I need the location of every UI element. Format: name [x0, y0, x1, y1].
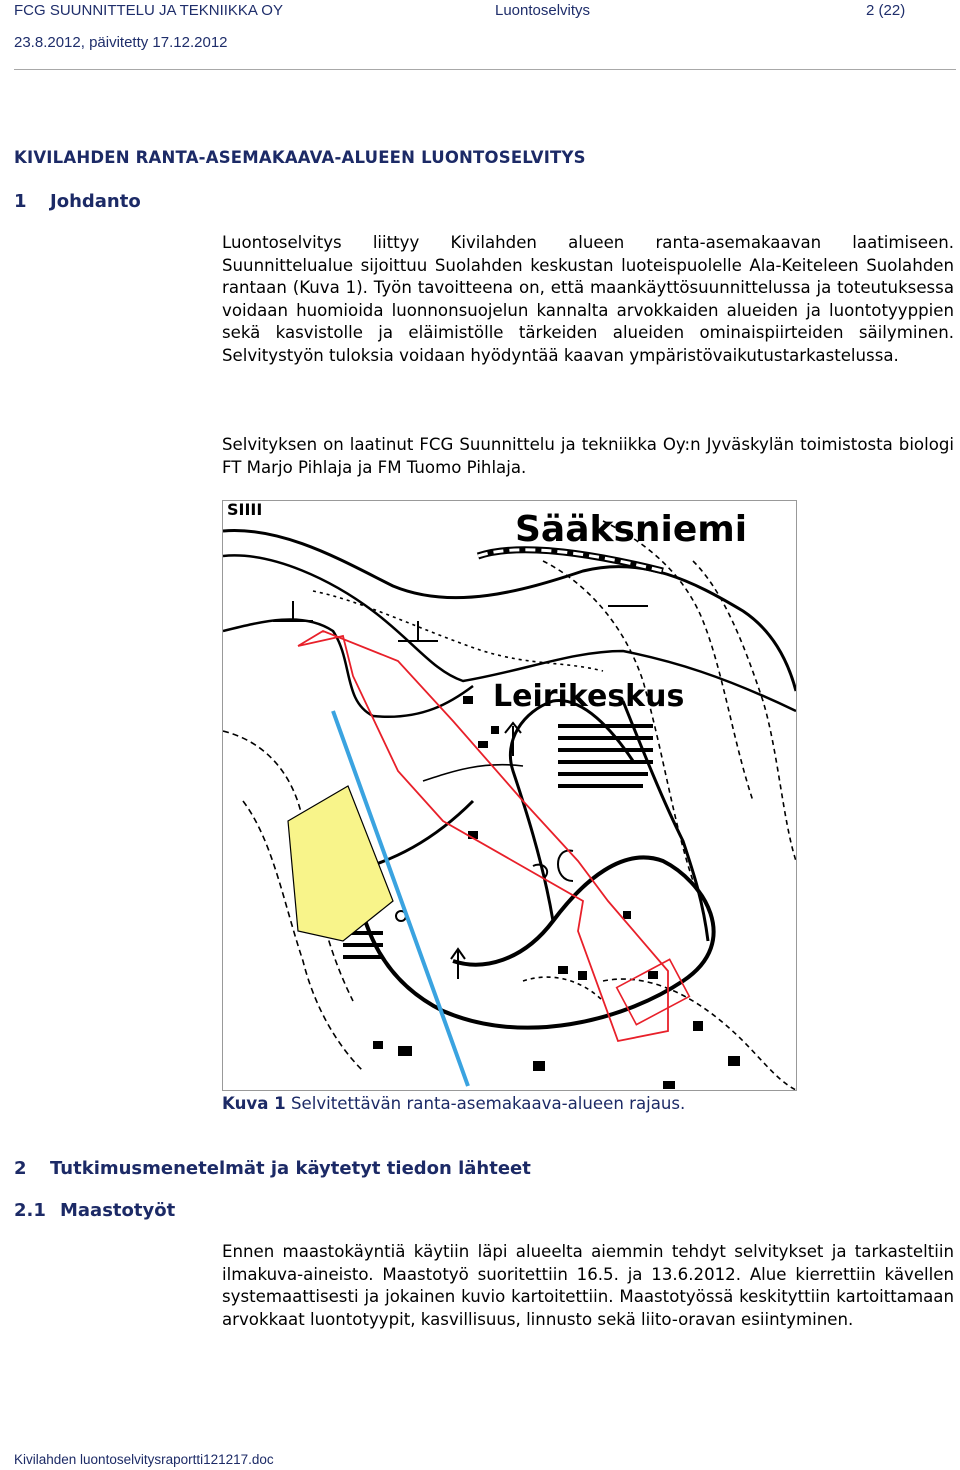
section-1-number: 1 — [14, 191, 27, 212]
map-label-top: Sääksniemi — [515, 509, 748, 550]
section-1-title: Johdanto — [50, 191, 141, 212]
section-1-heading — [14, 191, 141, 212]
document-type: Luontoselvitys — [495, 2, 591, 19]
section-2-title: Tutkimusmenetelmät ja käytetyt tiedon lähteet — [50, 1158, 531, 1179]
svg-text:SIIII: SIIII — [227, 501, 263, 519]
section-2-1-number: 2.1 — [14, 1200, 46, 1221]
section-2-heading — [14, 1158, 531, 1179]
company-name: FCG SUUNNITTELU JA TEKNIIKKA OY — [14, 2, 283, 19]
section-2-number: 2 — [14, 1158, 27, 1179]
document-date: 23.8.2012, päivitetty 17.12.2012 — [14, 34, 228, 51]
map-figure — [222, 500, 797, 1091]
page-number: 2 (22) — [866, 2, 906, 19]
document-title: KIVILAHDEN RANTA-ASEMAKAAVA-ALUEEN LUONTOSELVITYS — [14, 148, 586, 167]
section-2-1-heading — [14, 1200, 175, 1221]
intro-paragraph-2: Selvityksen on laatinut FCG Suunnittelu ja tekniikka Oy:n Jyväskylän toimistosta biologi FT Marjo Pihlaja ja FM Tuomo Pihlaja. — [222, 435, 954, 477]
figure-caption — [222, 1094, 685, 1113]
header-divider — [14, 69, 956, 70]
figure-label: Kuva 1 — [222, 1094, 286, 1113]
intro-paragraph-1: Luontoselvitys liittyy Kivilahden alueen ranta-asemakaavan laatimiseen. Suunnittelualue sijoittuu Suolahden keskustan luoteispuolelle Ala-Keiteleen Suolahden rantaan (Kuva 1). Työn tavoitteena on, että maankäyttösuunnittelussa ja toteutuksessa voidaan huomioida luonnonsuojelun kannalta arvokkaiden alueiden ja luontotyyppien sekä kasvistolle ja eläimistölle tärkeiden alueiden ominaispiirteiden säilyminen. Selvitystyön tuloksia voidaan hyödyntää kaavan ympäristövaikutustarkastelussa. — [222, 233, 954, 365]
section-2-1-title: Maastotyöt — [60, 1200, 176, 1221]
fieldwork-paragraph: Ennen maastokäyntiä käytiin läpi alueelta aiemmin tehdyt selvitykset ja tarkasteltiin ilmakuva-aineisto. Maastotyö suoritettiin 16.5. ja 13.6.2012. Alue kierrettiin kävellen systemaattisesti ja jokainen kuvio kartoitettiin. Maastotyössä keskityttiin kartoittamaan arvokkaat luontotyypit, kasvillisuus, linnusto sekä liito-oravan esiintyminen. — [222, 1242, 954, 1329]
topographic-map — [223, 501, 796, 1090]
figure-caption-text: Selvitettävän ranta-asemakaava-alueen rajaus. — [291, 1094, 686, 1113]
page-footer: Kivilahden luontoselvitysraportti121217.doc — [14, 1452, 274, 1467]
map-label-center: Leirikeskus — [493, 679, 685, 714]
